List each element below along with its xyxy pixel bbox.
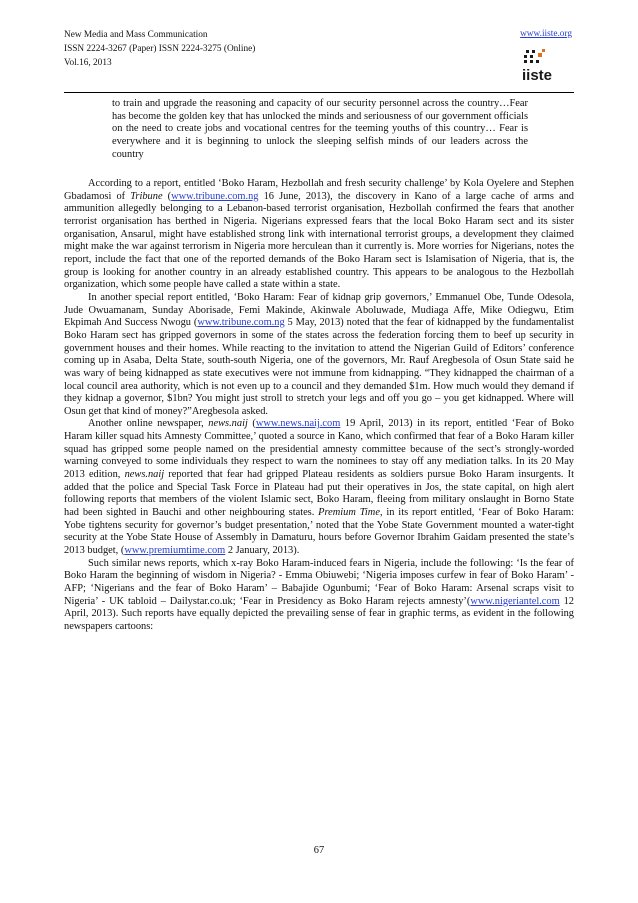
news-naij-link[interactable]: www.news.naij.com [255,418,341,430]
tribune-link-2[interactable]: www.tribune.com.ng [197,317,285,329]
journal-title: New Media and Mass Communication [64,30,208,40]
paragraph-3: Another online newspaper, news.naij (www.news.naij.com 19 April, 2013) in its report, entitled ‘Fear of Boko Haram killer squad hits Amnesty Committee,’ quoted a source in Kano, which confirmed that fear of a Boko Haram killer squad has gripped some people named on the presidential amnesty committee because of the sect’s strongly-worded warning conveyed to some individuals they respect to warn the nominees to stay off any mediation talks. In its 20 May 2013 edition, news.naij reported that fear had gripped Plateau residents as soldiers pursue Boko Haram insurgents. It added that the police and Special Task Force in Plateau had put their operatives in Jos, the state capital, on high alert following reports that members of the violent Islamic sect, Boko Haram, fleeing from military onslaught in Borno State had been sighted in Bauchi and other neighbouring states. Premium Time, in its report entitled, ‘Fear of Boko Haram: Yobe tightens security for governor’s budget presentation,’ noted that the Yobe State Government mounted a water-tight security at the Yobe State House of Assembly in Damaturu, hours before Governor Ibrahim Gaidam presented the state’s 2013 budget, (www.premiumtime.com 2 January, 2013). [64,418,574,557]
body-text [64,178,574,634]
paragraph-1: According to a report, entitled ‘Boko Haram, Hezbollah and fresh security challenge’ by Kola Oyelere and Stephen Gbadamosi of Tribune (www.tribune.com.ng 16 June, 2013), the discovery in Kano of a large cache of arms and ammunition allegedly belonging to a Lebanon-based terrorist organisation, Hezbollah confirmed the fears that another terrorist organisation has berthed in Nigeria. Nigerians expressed fears that the local Boko Haram sect and its sister organisation, Ansarul, might have established strong link with international terrorist groups, a development they claimed might make the war against terrorism in Nigeria more herculean than it currently is. More worries for Nigerians, notes the report, include the fact that one of the reported demands of the Boko Haram sect is Islamisation of Nigeria, that is, the group is looking for another country in an already established country. This appears to be analogous to the Hezbollah organization, which some people have called a state within a state. [64,178,574,291]
page-number: 67 [313,845,325,856]
paragraph-4: Such similar news reports, which x-ray Boko Haram-induced fears in Nigeria, include the following: ‘Is the fear of Boko Haram the beginning of wisdom in Nigeria? - Emma Obiuwebi; ‘Nigeria imposes curfew in fear of Boko Haram’ - AFP; ‘Nigerians and the fear of Boko Haram’ – Babajide Ogunbumi; ‘Fear of Boko Haram: Arsenal scraps visit to Nigeria’ - UK tabloid – Dailystar.co.uk; ‘Fear in Presidency as Boko Haram rejects amnesty’(www.nigeriantel.com 12 April, 2013). Such reports have equally depicted the prevailing sense of fear in graphic terms, as evident in the following newspapers cartoons: [64,557,574,632]
issn-line: ISSN 2224-3267 (Paper) ISSN 2224-3275 (Online) [64,44,256,54]
tribune-link[interactable]: www.tribune.com.ng [171,190,259,202]
premiumtime-link[interactable]: www.premiumtime.com [124,545,226,557]
iiste-logo [518,47,574,87]
journal-url-link[interactable]: www.iiste.org [520,29,572,39]
nigeriantel-link[interactable]: www.nigeriantel.com [470,595,560,607]
volume-line: Vol.16, 2013 [64,58,112,68]
header-rule [64,92,574,93]
block-quote: to train and upgrade the reasoning and capacity of our security personnel across the country…Fear has become the golden key that has unlocked the minds and seriousness of our government officials on the need to create jobs and vocational centres for the teeming youths of this country… Fear is everywhere and it is beginning to unlock the sleeping selfish minds of our leaders across the country [112,98,528,160]
paragraph-2: In another special report entitled, ‘Boko Haram: Fear of kidnap grip governors,’ Emmanuel Obe, Tunde Odesola, Jude Owuamanam, Sunday Aborisade, Femi Makinde, Akinwale Aboluwade, Mudiaga Affe, Mike Odiegwu, Etim Ekpimah And Success Nwogu (www.tribune.com.ng 5 May, 2013) noted that the fear of kidnapped by the fundamentalist Boko Haram sect has gripped governors in some of the states across the federation forcing them to beef up security in government houses and their homes. While reacting to the invitation to attend the Nigerian Guild of Editors’ conference coming up in Asaba, Delta State, south-south Nigeria, one of the governors, Mr. Rauf Aregbesola of Osun State said he was wary of being kidnapped as state executives were not immune from kidnapping. “They kidnapped the chairman of a local council area authority, which is not even up to a council and they demanded $1m. How much would they demand if they kidnap a governor, $1bn? You might just stroll to stretch your legs and off you go – you get kidnapped. Where will Osun get that kind of money?”Aregbesola asked. [64,291,574,417]
logo-text: iiste [522,67,553,84]
